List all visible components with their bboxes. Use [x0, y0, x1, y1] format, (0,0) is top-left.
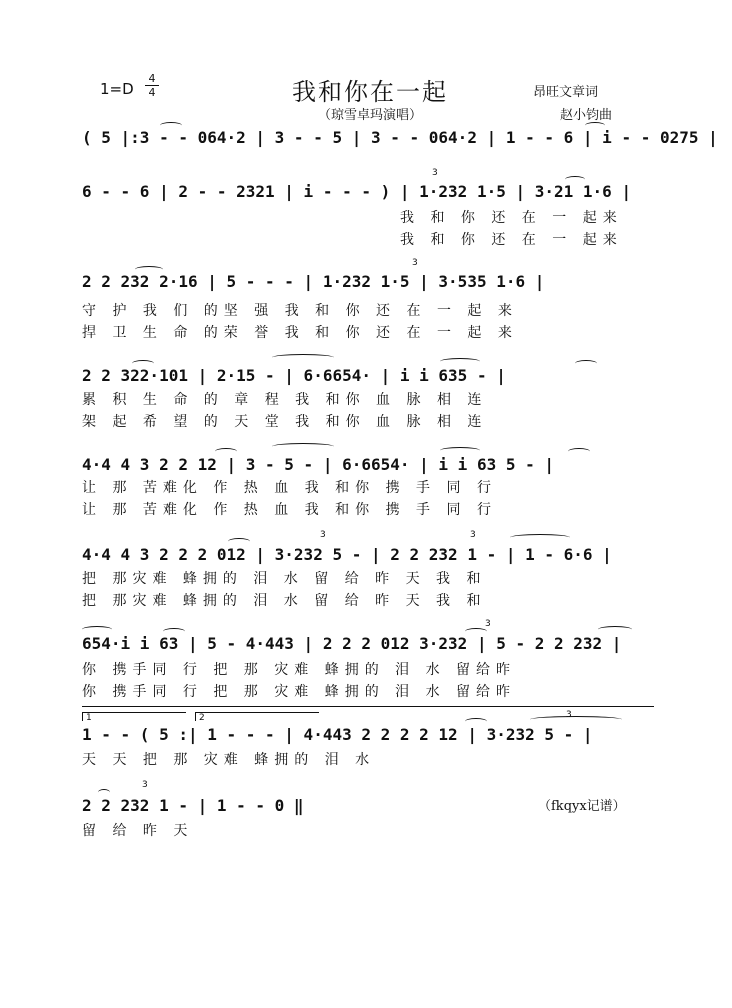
triplet-mark: 3	[566, 710, 572, 720]
lyric-verse-1-row-6: 把 那灾难 蜂拥的 泪 水 留 给 昨 天 我 和	[82, 571, 487, 587]
notation-row-2: 6 - - 6 | 2 - - 2321 | i - - - ) | 1·232 1·5 | 3·21 1·6 |	[82, 182, 632, 201]
composer-credit: 赵小钧曲	[560, 108, 613, 123]
lyric-verse-1-row-3: 守 护 我 们 的坚 强 我 和 你 还 在 一 起 来	[82, 303, 518, 319]
slur-mark	[530, 716, 622, 723]
time-signature-top: 4	[148, 72, 156, 85]
notation-row-4: 2 2 322·101 | 2·15 - | 6·6654· | i i 635 - |	[82, 366, 506, 385]
lyric-verse-2-row-5: 让 那 苦难化 作 热 血 我 和你 携 手 同 行	[82, 502, 497, 518]
key-signature: 1=D	[100, 80, 134, 98]
triplet-mark: 3	[412, 258, 418, 268]
slur-mark	[465, 718, 487, 725]
lyric-verse-1-row-5: 让 那 苦难化 作 热 血 我 和你 携 手 同 行	[82, 480, 497, 496]
song-subtitle: （琼雪卓玛演唱）	[318, 108, 423, 123]
volta-second-label: 2	[199, 713, 205, 723]
triplet-mark: 3	[142, 780, 148, 790]
volta-first-ending	[82, 712, 186, 721]
slur-mark	[440, 358, 480, 365]
slur-mark	[82, 626, 112, 633]
slur-mark	[565, 176, 585, 183]
lyric-verse-2-row-3: 捍 卫 生 命 的荣 誉 我 和 你 还 在 一 起 来	[82, 325, 518, 341]
notation-row-8: 1 - - ( 5 :| 1 - - - | 4·443 2 2 2 2 12 | 3·232 5 - |	[82, 725, 593, 744]
triplet-mark: 3	[320, 530, 326, 540]
slur-mark	[135, 266, 163, 273]
time-signature-bottom: 4	[148, 86, 156, 99]
lyric-verse-1-row-7: 你 携手同 行 把 那 灾难 蜂拥的 泪 水 留给昨	[82, 662, 517, 678]
slur-mark	[272, 354, 334, 361]
notation-row-3: 2 2 232 2·16 | 5 - - - | 1·232 1·5 | 3·535 1·6 |	[82, 272, 545, 291]
section-divider	[82, 706, 654, 707]
slur-mark	[598, 626, 632, 633]
slur-mark	[585, 122, 605, 129]
slur-mark	[215, 448, 237, 455]
slur-mark	[510, 534, 570, 541]
lyric-verse-1-row-4: 累 积 生 命 的 章 程 我 和你 血 脉 相 连	[82, 392, 488, 408]
slur-mark	[98, 789, 110, 796]
slur-mark	[228, 538, 250, 545]
transcriber-credit: （fkqyx记谱）	[538, 799, 626, 814]
notation-row-7: 654·i i 63 | 5 - 4·443 | 2 2 2 012 3·232 | 5 - 2 2 232 |	[82, 634, 622, 653]
slur-mark	[465, 628, 487, 635]
lyric-verse-2-row-2: 我 和 你 还 在 一 起来	[400, 232, 623, 248]
volta-first-label: 1	[86, 713, 92, 723]
slur-mark	[440, 447, 480, 454]
lyric-row-9: 留 给 昨 天	[82, 823, 194, 839]
volta-second-ending	[195, 712, 319, 721]
slur-mark	[163, 628, 185, 635]
time-signature	[145, 73, 159, 98]
notation-row-5: 4·4 4 3 2 2 12 | 3 - 5 - | 6·6654· | i i 63 5 - |	[82, 455, 555, 474]
lyric-verse-1-row-2: 我 和 你 还 在 一 起来	[400, 210, 623, 226]
slur-mark	[132, 360, 154, 367]
lyric-row-8: 天 天 把 那 灾难 蜂拥的 泪 水	[82, 752, 376, 768]
slur-mark	[160, 122, 182, 129]
song-title: 我和你在一起	[292, 78, 448, 106]
lyricist-credit: 昂旺文章词	[533, 85, 599, 100]
triplet-mark: 3	[485, 619, 491, 629]
lyric-verse-2-row-4: 架 起 希 望 的 天 堂 我 和你 血 脉 相 连	[82, 414, 488, 430]
notation-row-9: 2 2 232 1 - | 1 - - 0 ‖	[82, 796, 304, 815]
notation-row-1: ( 5 |:3 - - 064·2 | 3 - - 5 | 3 - - 064·2 | 1 - - 6 | i - - 0275 |	[82, 128, 718, 147]
lyric-verse-2-row-7: 你 携手同 行 把 那 灾难 蜂拥的 泪 水 留给昨	[82, 684, 517, 700]
slur-mark	[575, 360, 597, 367]
triplet-mark: 3	[470, 530, 476, 540]
lyric-verse-2-row-6: 把 那灾难 蜂拥的 泪 水 留 给 昨 天 我 和	[82, 593, 487, 609]
notation-row-6: 4·4 4 3 2 2 2 012 | 3·232 5 - | 2 2 232 1 - | 1 - 6·6 |	[82, 545, 612, 564]
triplet-mark: 3	[432, 168, 438, 178]
slur-mark	[568, 448, 590, 455]
slur-mark	[272, 443, 334, 450]
